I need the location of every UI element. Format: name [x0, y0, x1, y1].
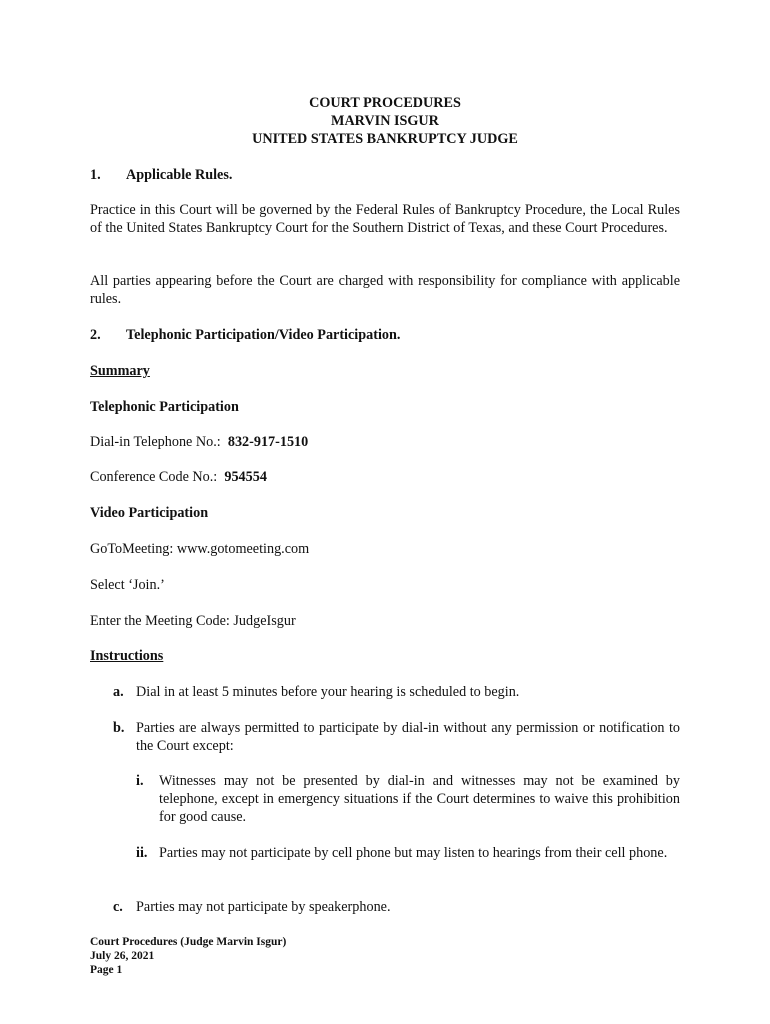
footer-title: Court Procedures (Judge Marvin Isgur) [90, 936, 287, 948]
instruction-b-label: b. [113, 720, 125, 736]
section-2-number: 2. [90, 327, 101, 343]
document-header [90, 94, 680, 148]
section-2-title: Telephonic Participation/Video Participation. [126, 327, 401, 343]
select-join-line: Select ‘Join.’ [90, 577, 165, 593]
section-1-paragraph-2: All parties appearing before the Court are charged with responsibility for compliance with applicable rules. [90, 273, 680, 307]
instruction-b-i [136, 772, 680, 826]
instruction-b-i-text: Witnesses may not be presented by dial-in and witnesses may not be examined by telephone, except in emergency situations if the Court determines to waive this prohibition for good cause. [159, 773, 680, 825]
instruction-a-label: a. [113, 684, 124, 700]
conference-code-line [90, 468, 680, 486]
instruction-b-ii-text: Parties may not participate by cell phone but may listen to hearings from their cell phone. [159, 845, 668, 861]
header-judge-name: MARVIN ISGUR [331, 113, 439, 129]
dialin-label: Dial-in Telephone No.: [90, 434, 221, 450]
section-1-paragraph-1: Practice in this Court will be governed by the Federal Rules of Bankruptcy Procedure, the Local Rules of the United States Bankruptcy Court for the Southern District of Texas, and these Court Procedures. [90, 202, 680, 236]
video-heading: Video Participation [90, 505, 209, 521]
header-judge-title: UNITED STATES BANKRUPTCY JUDGE [252, 131, 518, 147]
instruction-a [113, 683, 680, 701]
summary-heading: Summary [90, 363, 150, 379]
section-1-title: Applicable Rules. [126, 167, 233, 183]
section-2-heading [90, 326, 400, 344]
instruction-b [113, 719, 680, 755]
instruction-c [113, 898, 680, 916]
conference-code-value: 954554 [224, 469, 267, 485]
footer-page-number: Page 1 [90, 964, 123, 976]
instruction-c-text: Parties may not participate by speakerphone. [136, 899, 391, 915]
conference-code-label: Conference Code No.: [90, 469, 218, 485]
instruction-b-ii [136, 844, 680, 862]
telephonic-heading: Telephonic Participation [90, 399, 239, 415]
meeting-code-line: Enter the Meeting Code: JudgeIsgur [90, 613, 296, 629]
instruction-a-text: Dial in at least 5 minutes before your hearing is scheduled to begin. [136, 684, 520, 700]
header-title: COURT PROCEDURES [309, 95, 461, 111]
instructions-heading: Instructions [90, 648, 164, 664]
instruction-b-text: Parties are always permitted to participate by dial-in without any permission or notification to the Court except: [136, 720, 680, 754]
section-1-number: 1. [90, 167, 101, 183]
gotomeeting-line: GoToMeeting: www.gotomeeting.com [90, 541, 310, 557]
page-footer [90, 935, 286, 977]
section-1-heading [90, 166, 232, 184]
dialin-number: 832-917-1510 [227, 434, 309, 450]
dialin-line [90, 433, 680, 451]
footer-date: July 26, 2021 [90, 950, 155, 962]
instruction-c-label: c. [113, 899, 123, 915]
instruction-b-ii-label: ii. [136, 845, 148, 861]
instruction-b-i-label: i. [136, 773, 144, 789]
